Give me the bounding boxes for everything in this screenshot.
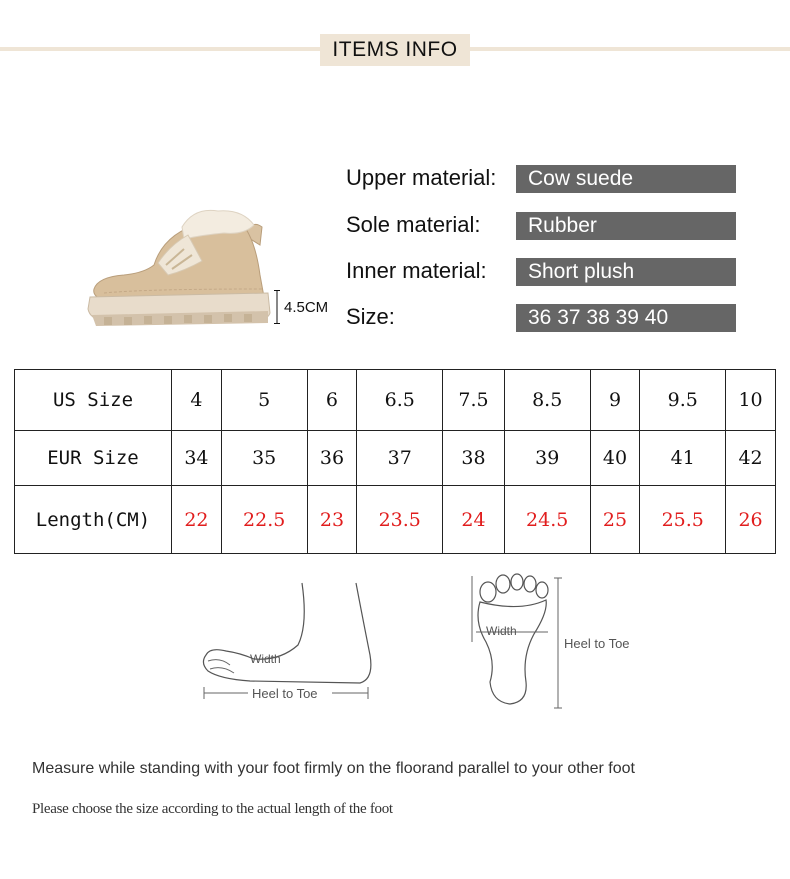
inner-material-value: Short plush bbox=[516, 258, 736, 286]
side-width-label: Width bbox=[250, 652, 281, 666]
table-cell: 4 bbox=[172, 370, 222, 431]
measure-instruction: Measure while standing with your foot firmly on the floorand parallel to your other foot bbox=[32, 760, 635, 777]
table-cell: 35 bbox=[221, 431, 307, 486]
table-cell: 24 bbox=[443, 486, 505, 554]
sole-material-value: Rubber bbox=[516, 212, 736, 240]
top-width-label: Width bbox=[486, 624, 517, 638]
table-cell: 38 bbox=[443, 431, 505, 486]
table-cell: 36 bbox=[307, 431, 357, 486]
header-rule-right bbox=[468, 47, 790, 51]
section-title: ITEMS INFO bbox=[320, 34, 470, 66]
side-length-label: Heel to Toe bbox=[252, 686, 318, 701]
size-chart-table bbox=[14, 369, 776, 554]
table-cell: 39 bbox=[504, 431, 590, 486]
table-cell: 6.5 bbox=[357, 370, 443, 431]
size-value: 36 37 38 39 40 bbox=[516, 304, 736, 332]
inner-material-label: Inner material: bbox=[346, 258, 487, 283]
row-header-us: US Size bbox=[15, 370, 172, 431]
table-row-us bbox=[15, 370, 776, 431]
table-cell: 42 bbox=[726, 431, 776, 486]
table-cell: 22 bbox=[172, 486, 222, 554]
table-cell: 8.5 bbox=[504, 370, 590, 431]
table-cell: 23.5 bbox=[357, 486, 443, 554]
table-cell: 25.5 bbox=[640, 486, 726, 554]
row-header-eur: EUR Size bbox=[15, 431, 172, 486]
table-cell: 25 bbox=[590, 486, 640, 554]
table-cell: 7.5 bbox=[443, 370, 505, 431]
heel-height-label: 4.5CM bbox=[284, 299, 329, 316]
table-cell: 40 bbox=[590, 431, 640, 486]
boot-image bbox=[84, 205, 276, 330]
top-length-label: Heel to Toe bbox=[564, 636, 630, 651]
table-cell: 26 bbox=[726, 486, 776, 554]
heel-height-marker bbox=[274, 290, 280, 324]
table-cell: 37 bbox=[357, 431, 443, 486]
table-cell: 9.5 bbox=[640, 370, 726, 431]
table-row-eur bbox=[15, 431, 776, 486]
table-cell: 9 bbox=[590, 370, 640, 431]
table-cell: 10 bbox=[726, 370, 776, 431]
table-cell: 22.5 bbox=[221, 486, 307, 554]
upper-material-label: Upper material: bbox=[346, 165, 497, 190]
table-cell: 6 bbox=[307, 370, 357, 431]
row-header-length: Length(CM) bbox=[15, 486, 172, 554]
table-row-length bbox=[15, 486, 776, 554]
table-cell: 34 bbox=[172, 431, 222, 486]
table-cell: 24.5 bbox=[504, 486, 590, 554]
size-label: Size: bbox=[346, 304, 395, 329]
header-rule-left bbox=[0, 47, 322, 51]
table-cell: 41 bbox=[640, 431, 726, 486]
size-instruction: Please choose the size according to the actual length of the foot bbox=[32, 801, 393, 817]
table-cell: 5 bbox=[221, 370, 307, 431]
foot-top-diagram bbox=[470, 572, 650, 717]
upper-material-value: Cow suede bbox=[516, 165, 736, 193]
foot-side-diagram bbox=[180, 575, 380, 715]
table-cell: 23 bbox=[307, 486, 357, 554]
sole-material-label: Sole material: bbox=[346, 212, 481, 237]
